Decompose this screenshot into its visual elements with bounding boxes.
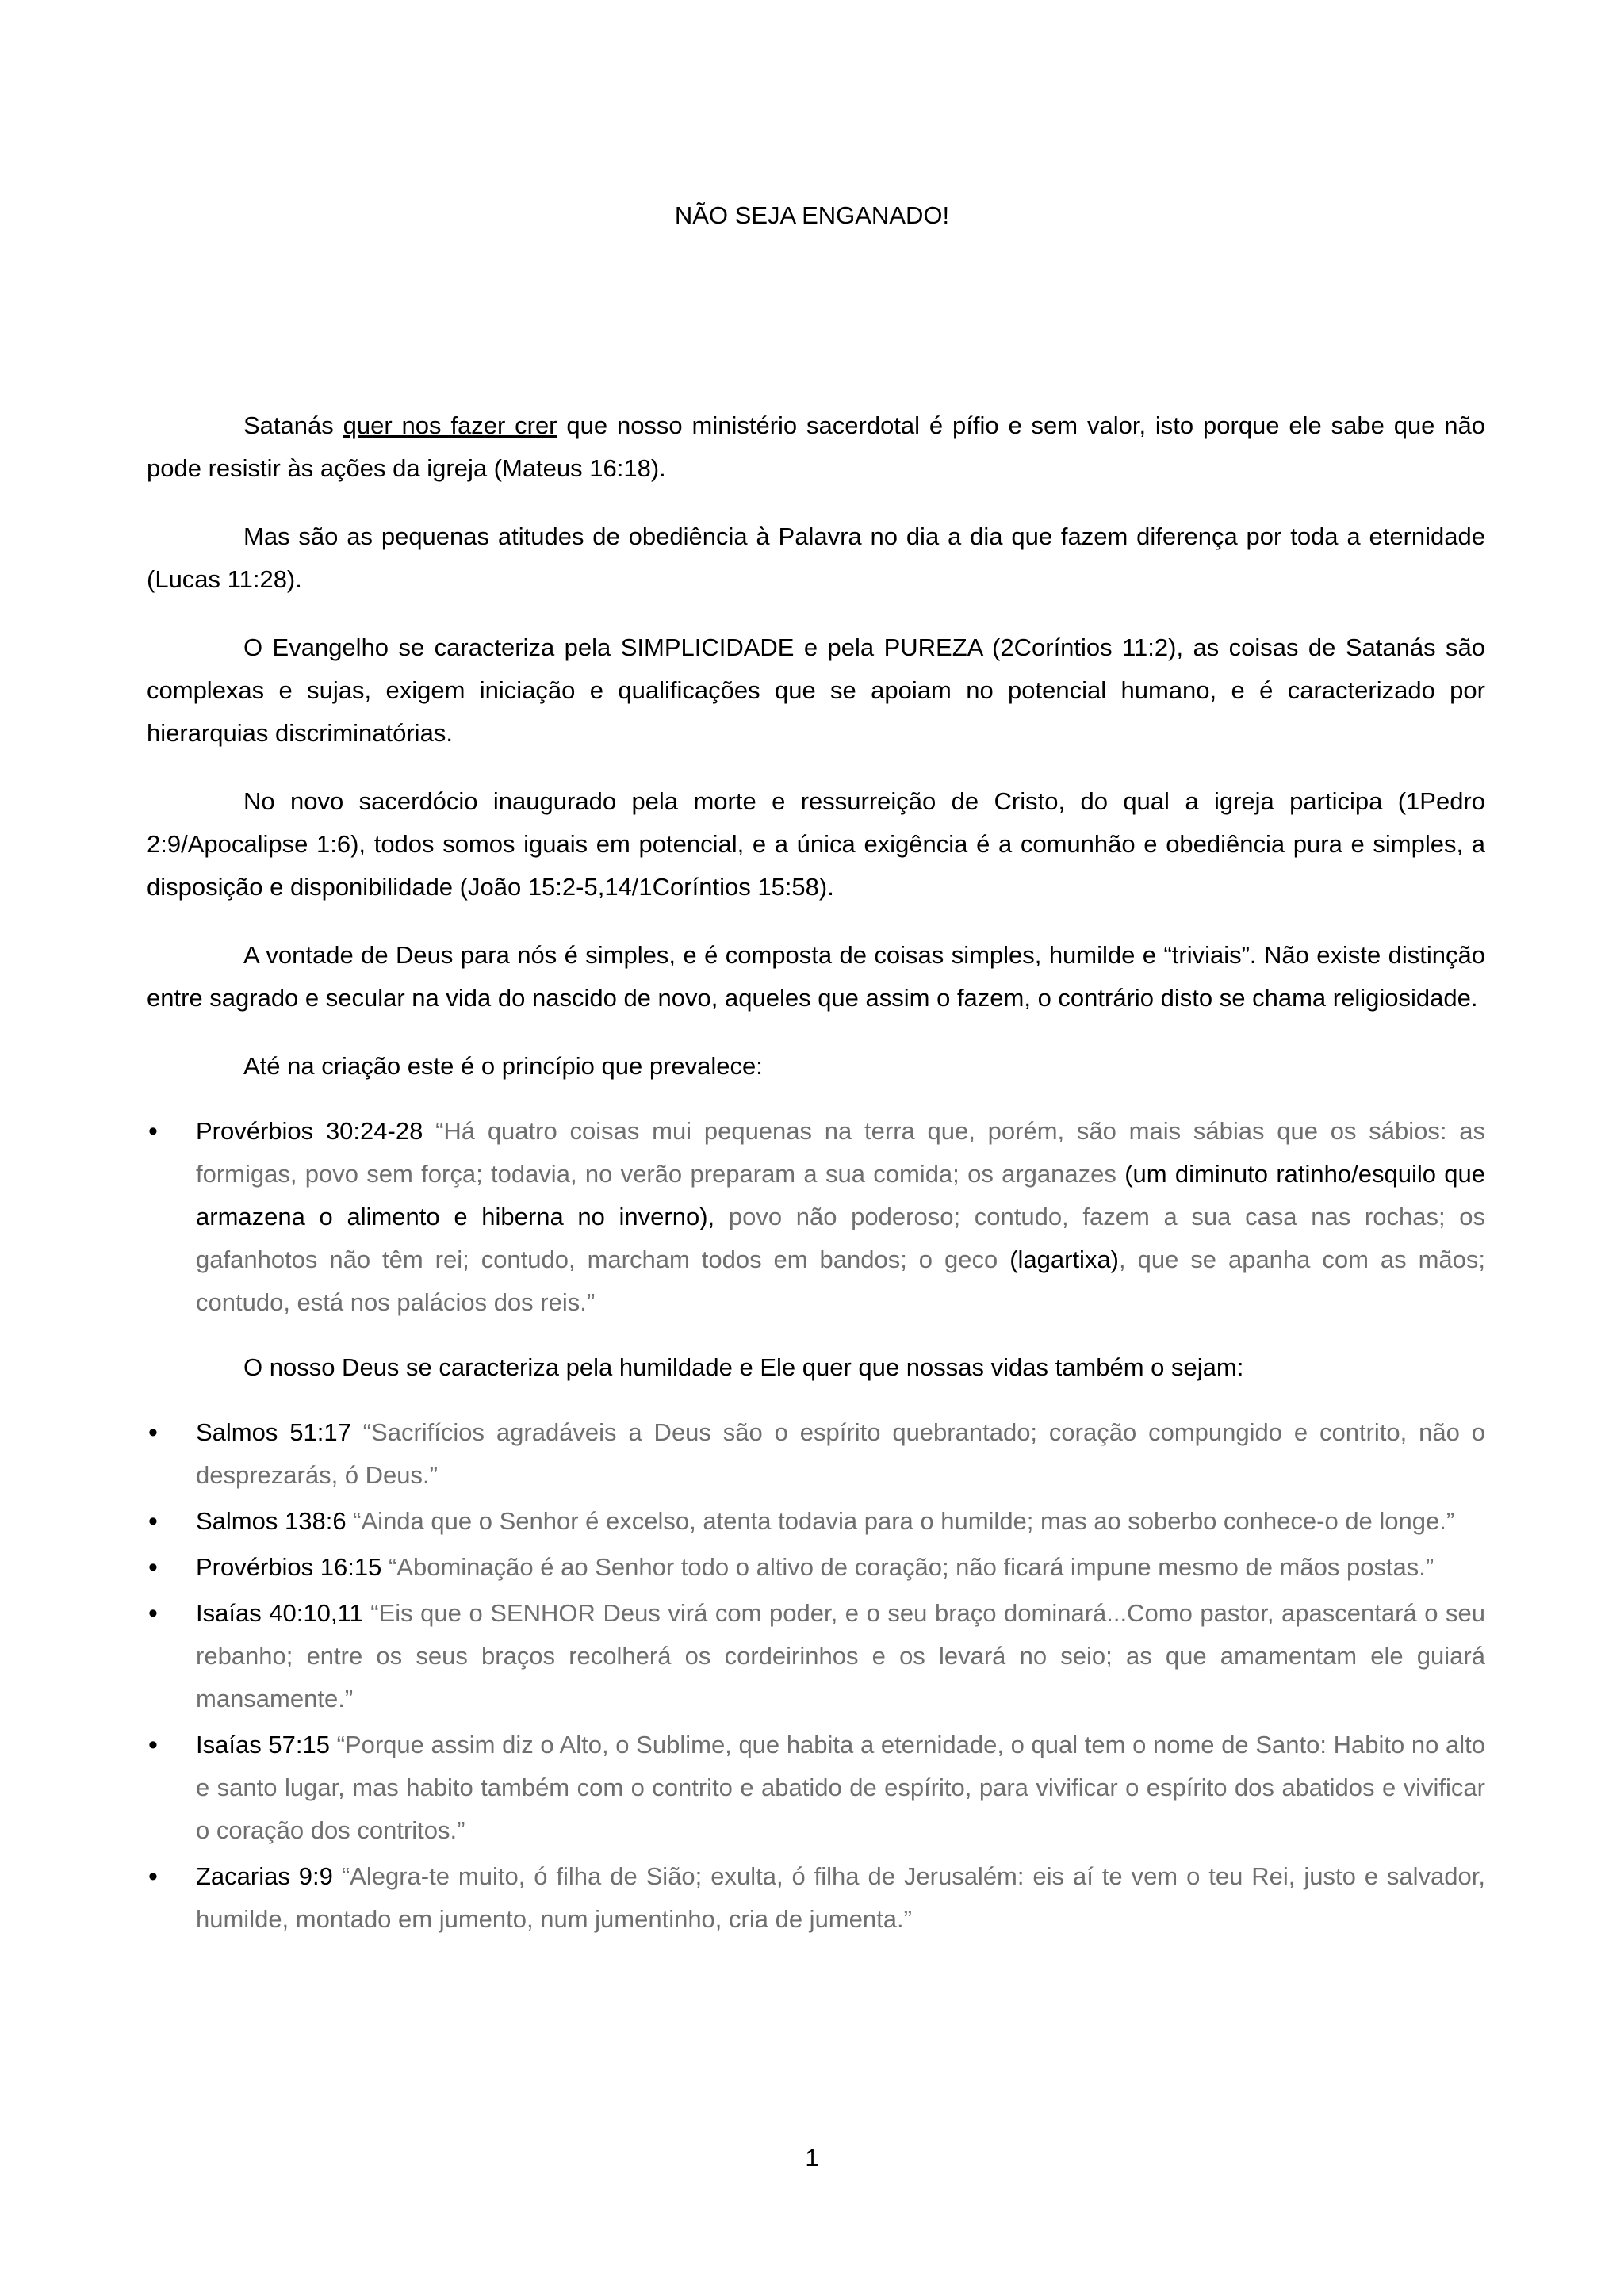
verse-reference: Salmos 51:17 — [196, 1418, 351, 1446]
verse-quote: “Alegra-te muito, ó filha de Sião; exulta, ó filha de Jerusalém: eis aí te vem o teu Rei, justo e salvador, humilde, montado em jumento, num jumentinho, cria de jumenta.” — [196, 1862, 1486, 1933]
paragraph-gods-will: A vontade de Deus para nós é simples, e é composta de coisas simples, humilde e “triviais”. Não existe distinção entre sagrado e secular na vida do nascido de novo, aqueles que assim o fazem, o contrário disto se chama religiosidade. — [147, 941, 1485, 1012]
page-number: 1 — [805, 2144, 819, 2172]
list-item — [147, 1855, 1485, 1941]
list-item — [147, 1110, 1485, 1324]
paragraph-creation: Até na criação este é o princípio que prevalece: — [243, 1052, 763, 1080]
verse-quote: “Eis que o SENHOR Deus virá com poder, e o seu braço dominará...Como pastor, apascentará o seu rebanho; entre os seus braços recolherá os cordeirinhos e os levará no seio; as que amamentam ele guiará mansamente.” — [196, 1599, 1485, 1712]
verse-quote: “Sacrifícios agradáveis a Deus são o espírito quebrantado; coração compungido e contrito, não o desprezarás, ó Deus.” — [196, 1418, 1485, 1489]
verse-quote: “Porque assim diz o Alto, o Sublime, que habita a eternidade, o qual tem o nome de Santo: Habito no alto e santo lugar, mas habito também com o contrito e abatido de espírito, para vivificar o espírito dos abatidos e vivificar o coração dos contritos.” — [196, 1731, 1485, 1844]
bullet-icon: • — [148, 1730, 158, 1760]
bullet-icon: • — [148, 1552, 158, 1582]
list-item — [147, 1592, 1485, 1720]
list-item — [147, 1411, 1485, 1497]
humility-verse-list — [147, 1411, 1485, 1941]
bullet-icon: • — [148, 1116, 158, 1146]
document-title: NÃO SEJA ENGANADO! — [674, 201, 950, 229]
paragraph-gospel: O Evangelho se caracteriza pela SIMPLICIDADE e pela PUREZA (2Coríntios 11:2), as coisas de Satanás são complexas e sujas, exigem iniciação e qualificações que se apoiam no potencial humano, e é caracterizado por hierarquias discriminatórias. — [147, 633, 1485, 747]
verse-reference: Provérbios 30:24-28 — [196, 1117, 423, 1145]
verse-quote: “Abominação é ao Senhor todo o altivo de coração; não ficará impune mesmo de mãos postas.” — [381, 1553, 1434, 1581]
verse-quote: “Há quatro coisas mui pequenas na terra que, porém, são mais sábias que os sábios: as formigas, povo sem força; todavia, no verão preparam a sua comida; os arganazes — [196, 1117, 1485, 1188]
paragraph-priesthood: No novo sacerdócio inaugurado pela morte e ressurreição de Cristo, do qual a igreja participa (1Pedro 2:9/Apocalipse 1:6), todos somos iguais em potencial, e a única exigência é a comunhão e obediência pura e simples, a disposição e disponibilidade (João 15:2-5,14/1Coríntios 15:58). — [147, 787, 1485, 901]
bullet-icon: • — [148, 1862, 158, 1892]
verse-quote: povo não poderoso; contudo, fazem a sua casa nas rochas; os gafanhotos não têm rei; contudo, marcham todos em bandos; o geco — [196, 1203, 1486, 1273]
verse-note: (lagartixa) — [1009, 1246, 1120, 1273]
list-item — [147, 1546, 1485, 1589]
paragraph-humility: O nosso Deus se caracteriza pela humildade e Ele quer que nossas vidas também o sejam: — [243, 1353, 1244, 1381]
document-body — [147, 404, 1485, 1963]
paragraph-satan — [147, 404, 1485, 490]
bullet-icon: • — [148, 1418, 158, 1448]
bullet-icon: • — [148, 1598, 158, 1628]
paragraph-satan-end: que nosso ministério sacerdotal é pífio e sem valor, isto porque ele sabe que não pode resistir às ações da igreja (Mateus 16:18). — [147, 411, 1485, 482]
verse-note: (um diminuto ratinho/esquilo que armazena o alimento e hiberna no inverno), — [196, 1160, 1485, 1230]
verse-reference: Zacarias 9:9 — [196, 1862, 333, 1890]
creation-verse-list — [147, 1110, 1485, 1324]
list-item — [147, 1724, 1485, 1852]
verse-quote: “Ainda que o Senhor é excelso, atenta todavia para o humilde; mas ao soberbo conhece-o de longe.” — [346, 1507, 1455, 1535]
verse-reference: Isaías 40:10,11 — [196, 1599, 363, 1627]
verse-reference: Salmos 138:6 — [196, 1507, 347, 1535]
verse-quote: , que se apanha com as mãos; contudo, está nos palácios dos reis.” — [196, 1246, 1485, 1316]
paragraph-satan-start: Satanás — [243, 411, 343, 439]
bullet-icon: • — [148, 1506, 158, 1536]
underlined-phrase: quer nos fazer crer — [343, 411, 557, 439]
paragraph-obedience: Mas são as pequenas atitudes de obediência à Palavra no dia a dia que fazem diferença por toda a eternidade (Lucas 11:28). — [147, 522, 1485, 593]
list-item — [147, 1500, 1485, 1543]
verse-reference: Provérbios 16:15 — [196, 1553, 382, 1581]
verse-reference: Isaías 57:15 — [196, 1731, 330, 1758]
